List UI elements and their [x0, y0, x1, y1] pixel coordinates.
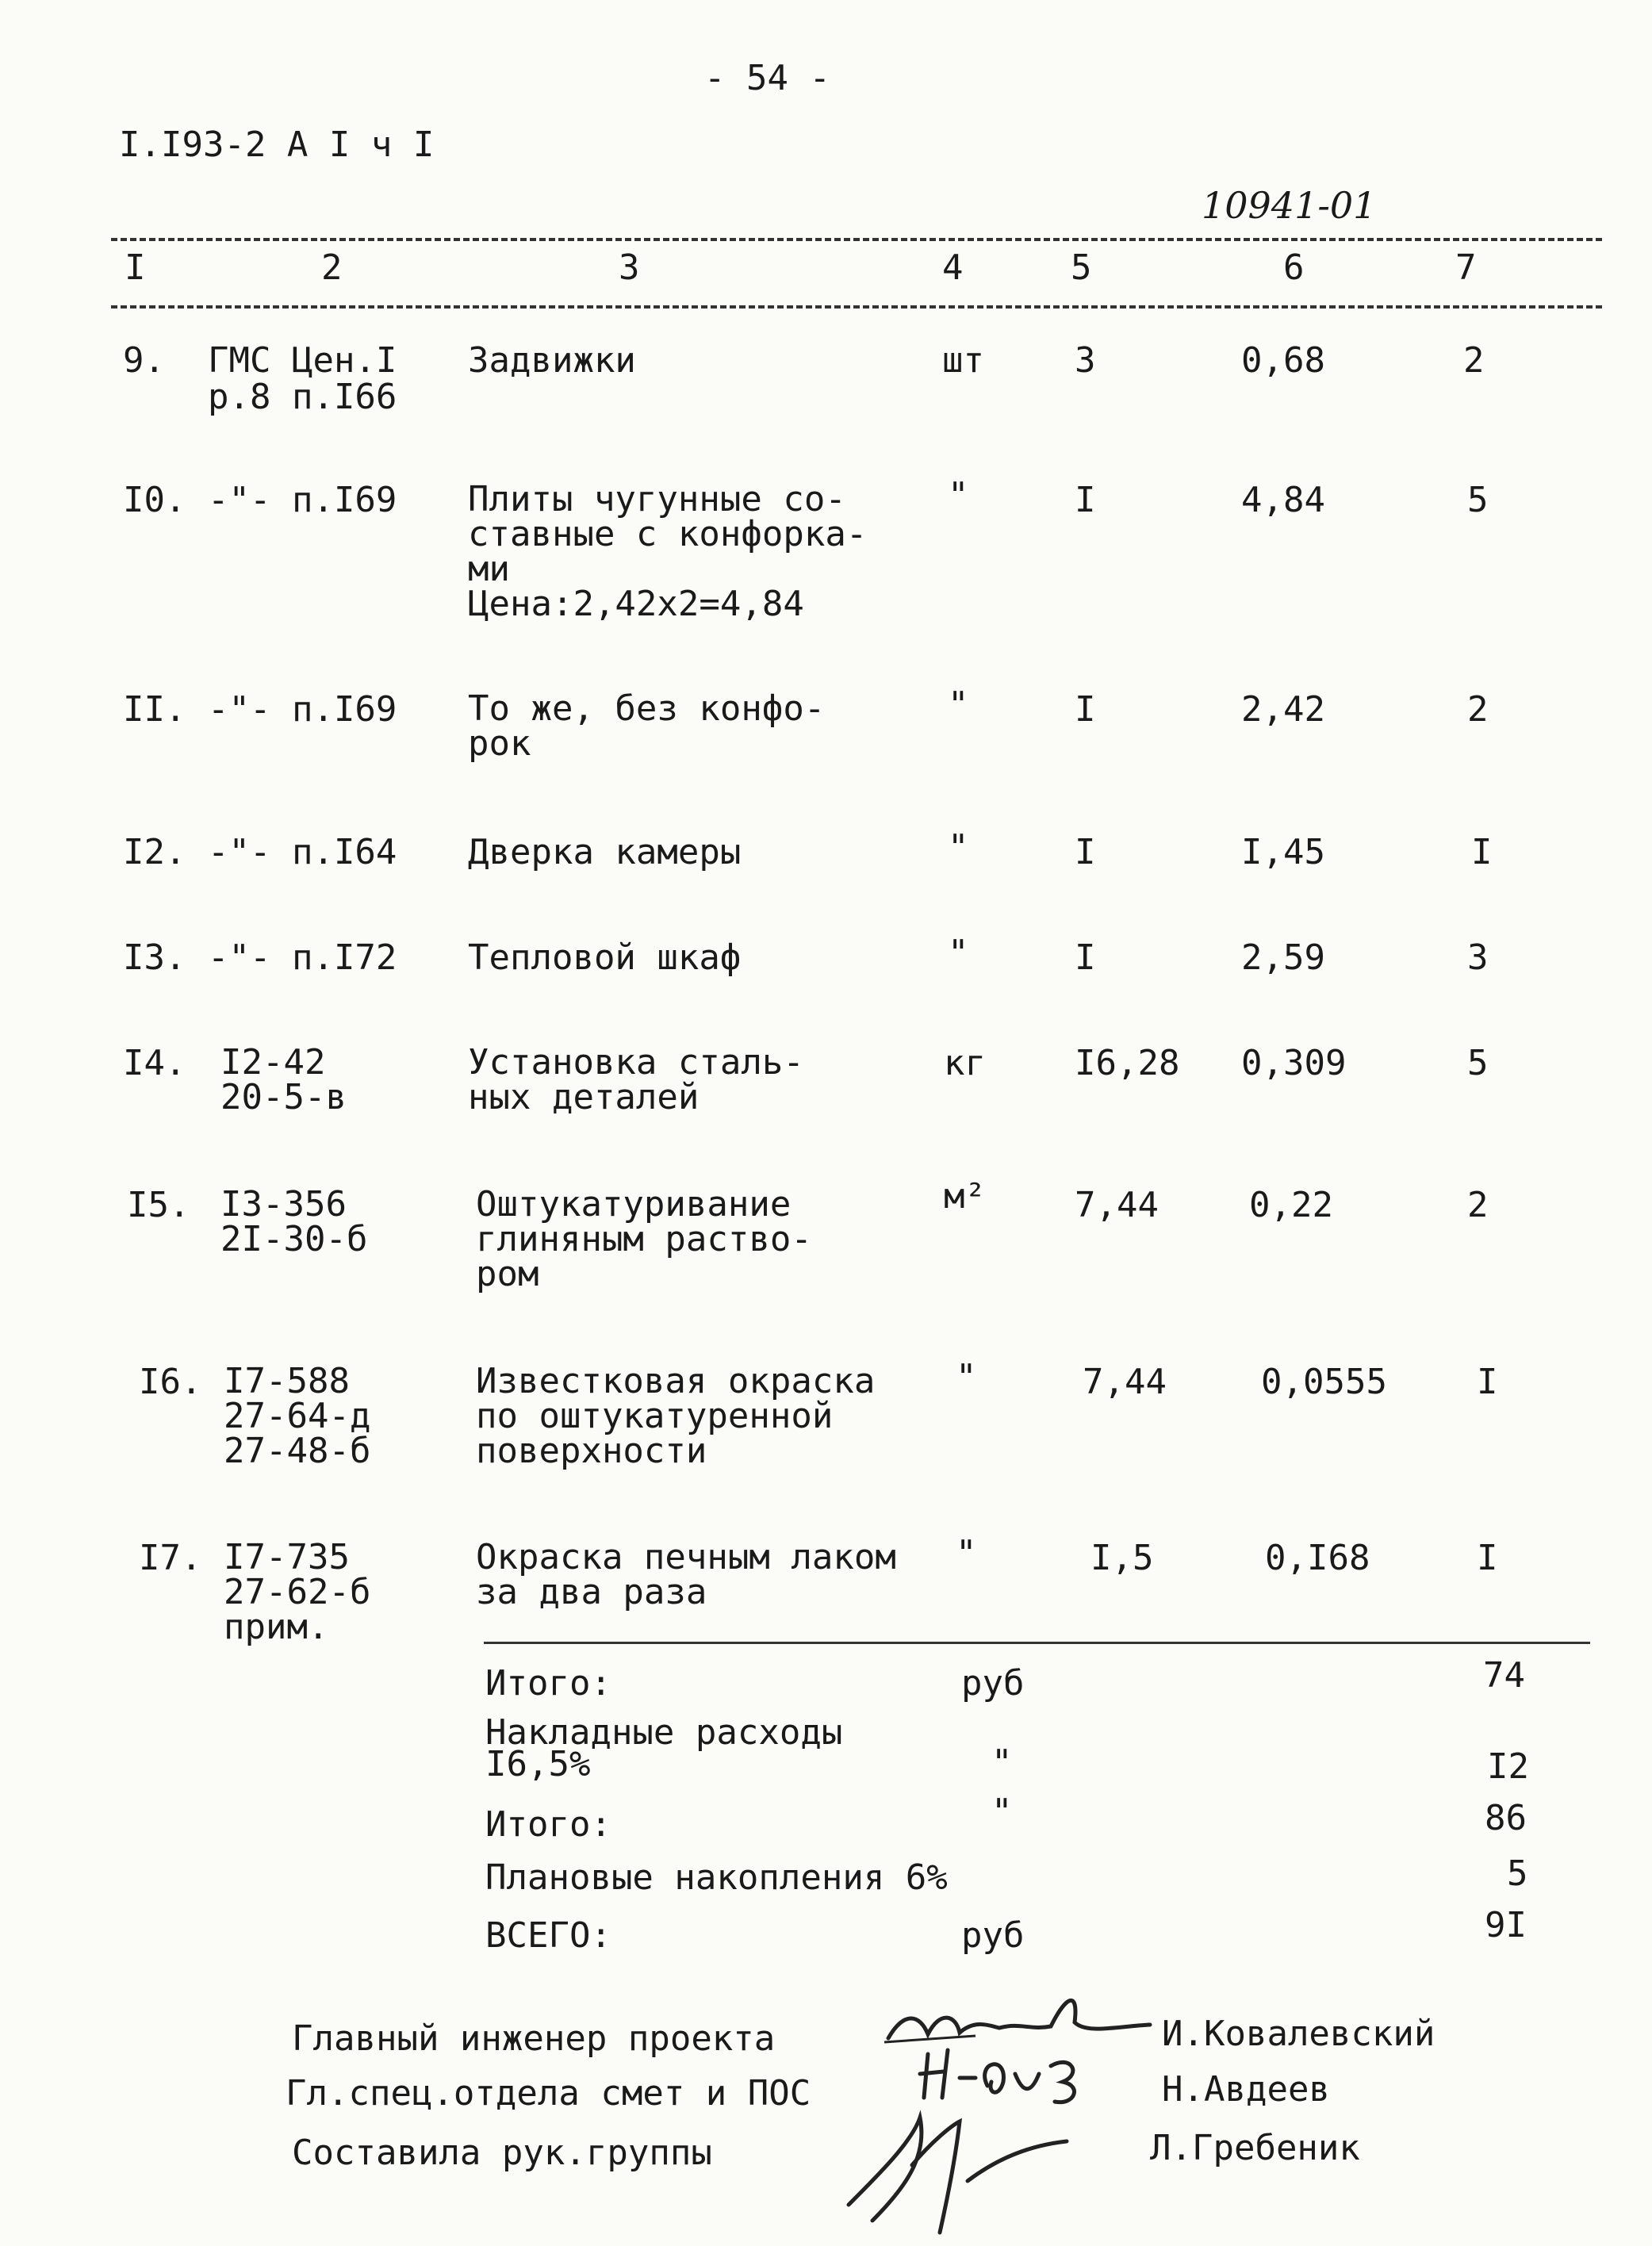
subtotal-label: Итого:	[485, 1804, 611, 1845]
grand-total-unit: руб	[961, 1915, 1025, 1956]
signature-name-kovalevsky: И.Ковалевский	[1162, 2014, 1435, 2054]
row-total: I	[1477, 1538, 1498, 1578]
total-unit: руб	[961, 1663, 1025, 1704]
row-total: 2	[1467, 1185, 1489, 1225]
row-unit-price: 0,22	[1249, 1185, 1333, 1225]
header-top-line	[111, 238, 1602, 241]
row-reference: -"- п.I69	[208, 480, 397, 520]
page-number: - 54 -	[704, 58, 830, 98]
overhead-label: Накладные расходы I6,5%	[485, 1712, 843, 1784]
column-header-3: 3	[619, 247, 640, 288]
subtotal-unit: "	[991, 1792, 1013, 1832]
row-unit-price: 0,309	[1241, 1043, 1347, 1083]
header-bottom-line	[111, 305, 1602, 309]
row-reference: -"- п.I72	[208, 937, 397, 978]
row-number: I3.	[123, 937, 186, 978]
row-quantity: I	[1075, 689, 1096, 730]
row-total: 2	[1467, 689, 1489, 730]
row-reference: -"- п.I64	[208, 832, 397, 872]
row-unit: "	[948, 827, 969, 868]
overhead-value: I2	[1487, 1746, 1529, 1787]
row-unit-price: 0,I68	[1265, 1538, 1370, 1578]
row-unit-price: 4,84	[1241, 480, 1325, 520]
row-quantity: I6,28	[1075, 1043, 1180, 1083]
row-unit-price: 0,0555	[1261, 1362, 1387, 1402]
row-unit: "	[948, 684, 969, 725]
column-header-6: 6	[1283, 247, 1305, 288]
row-description: Оштукатуривание глиняным раство- ром	[476, 1184, 812, 1294]
planned-savings-value: 5	[1507, 1853, 1528, 1894]
row-unit: кг	[944, 1043, 986, 1083]
row-unit-price: 0,68	[1241, 340, 1325, 381]
row-description: Окраска печным лаком за два раза	[476, 1537, 896, 1612]
row-unit: "	[948, 475, 969, 516]
row-quantity: I	[1075, 937, 1096, 978]
grand-total-label: ВСЕГО:	[485, 1915, 611, 1956]
row-reference: I3-356 2I-30-б	[220, 1184, 368, 1259]
row-number: I2.	[123, 832, 186, 872]
overhead-unit: "	[991, 1742, 1013, 1783]
row-total: 3	[1467, 937, 1489, 978]
row-quantity: I,5	[1090, 1538, 1154, 1578]
row-unit-price: I,45	[1241, 832, 1325, 872]
row-description: Известковая окраска по оштукатуренной поверхности	[476, 1361, 876, 1471]
row-number: I5.	[127, 1185, 190, 1225]
row-description: Плиты чугунные со- ставные с конфорка- ми Цена:2,42х2=4,84	[468, 479, 868, 624]
row-reference: I7-588 27-64-д 27-48-б	[224, 1361, 371, 1471]
column-header-2: 2	[321, 247, 343, 288]
row-unit: "	[956, 1533, 977, 1573]
signature-name-avdeev: Н.Авдеев	[1162, 2069, 1330, 2110]
row-quantity: 7,44	[1075, 1185, 1159, 1225]
row-description: Дверка камеры	[468, 832, 742, 872]
row-description: Тепловой шкаф	[468, 937, 742, 978]
row-total: 5	[1467, 480, 1489, 520]
signature-role-chief-specialist: Гл.спец.отдела смет и ПОС	[286, 2073, 811, 2114]
row-total: 2	[1463, 340, 1485, 381]
row-description: То же, без конфо- рок	[468, 688, 826, 764]
row-number: I0.	[123, 480, 186, 520]
totals-separator	[484, 1642, 1590, 1644]
row-total: I	[1471, 832, 1493, 872]
row-reference: -"- п.I69	[208, 689, 397, 730]
column-header-7: 7	[1455, 247, 1477, 288]
row-unit: "	[956, 1357, 977, 1397]
row-number: I7.	[139, 1538, 202, 1578]
row-reference: ГМС Цен.I р.8 п.I66	[208, 340, 397, 417]
planned-savings-label: Плановые накопления 6%	[485, 1857, 948, 1898]
row-unit: м²	[944, 1176, 986, 1217]
row-number: I6.	[139, 1362, 202, 1402]
row-unit-price: 2,59	[1241, 937, 1325, 978]
row-quantity: I	[1075, 480, 1096, 520]
column-header-1: I	[125, 247, 146, 288]
row-quantity: 3	[1075, 340, 1096, 381]
row-reference: I2-42 20-5-в	[220, 1042, 347, 1117]
row-number: I4.	[123, 1043, 186, 1083]
row-total: I	[1477, 1362, 1498, 1402]
grand-total-value: 9I	[1485, 1905, 1527, 1945]
handwritten-code: 10941-01	[1202, 184, 1377, 227]
signature-name-grebenik: Л.Гребеник	[1150, 2128, 1360, 2168]
total-label: Итого:	[485, 1663, 611, 1704]
row-reference: I7-735 27-62-б прим.	[224, 1537, 371, 1647]
row-unit: "	[948, 933, 969, 973]
row-quantity: 7,44	[1083, 1362, 1167, 1402]
document-code: I.I93-2 A I ч I	[119, 125, 435, 165]
subtotal-value: 86	[1485, 1798, 1527, 1838]
row-description: Установка сталь- ных деталей	[468, 1042, 804, 1117]
row-quantity: I	[1075, 832, 1096, 872]
column-header-4: 4	[942, 247, 964, 288]
total-value: 74	[1483, 1655, 1525, 1696]
row-number: 9.	[123, 340, 165, 381]
handwritten-signature-3	[793, 2094, 1094, 2236]
column-header-5: 5	[1071, 247, 1092, 288]
row-total: 5	[1467, 1043, 1489, 1083]
signature-role-chief-engineer: Главный инженер проекта	[292, 2018, 776, 2059]
row-description: Задвижки	[468, 340, 636, 381]
row-unit: шт	[942, 340, 984, 381]
signature-role-group-leader: Составила рук.группы	[292, 2133, 712, 2173]
row-number: II.	[123, 689, 186, 730]
row-unit-price: 2,42	[1241, 689, 1325, 730]
